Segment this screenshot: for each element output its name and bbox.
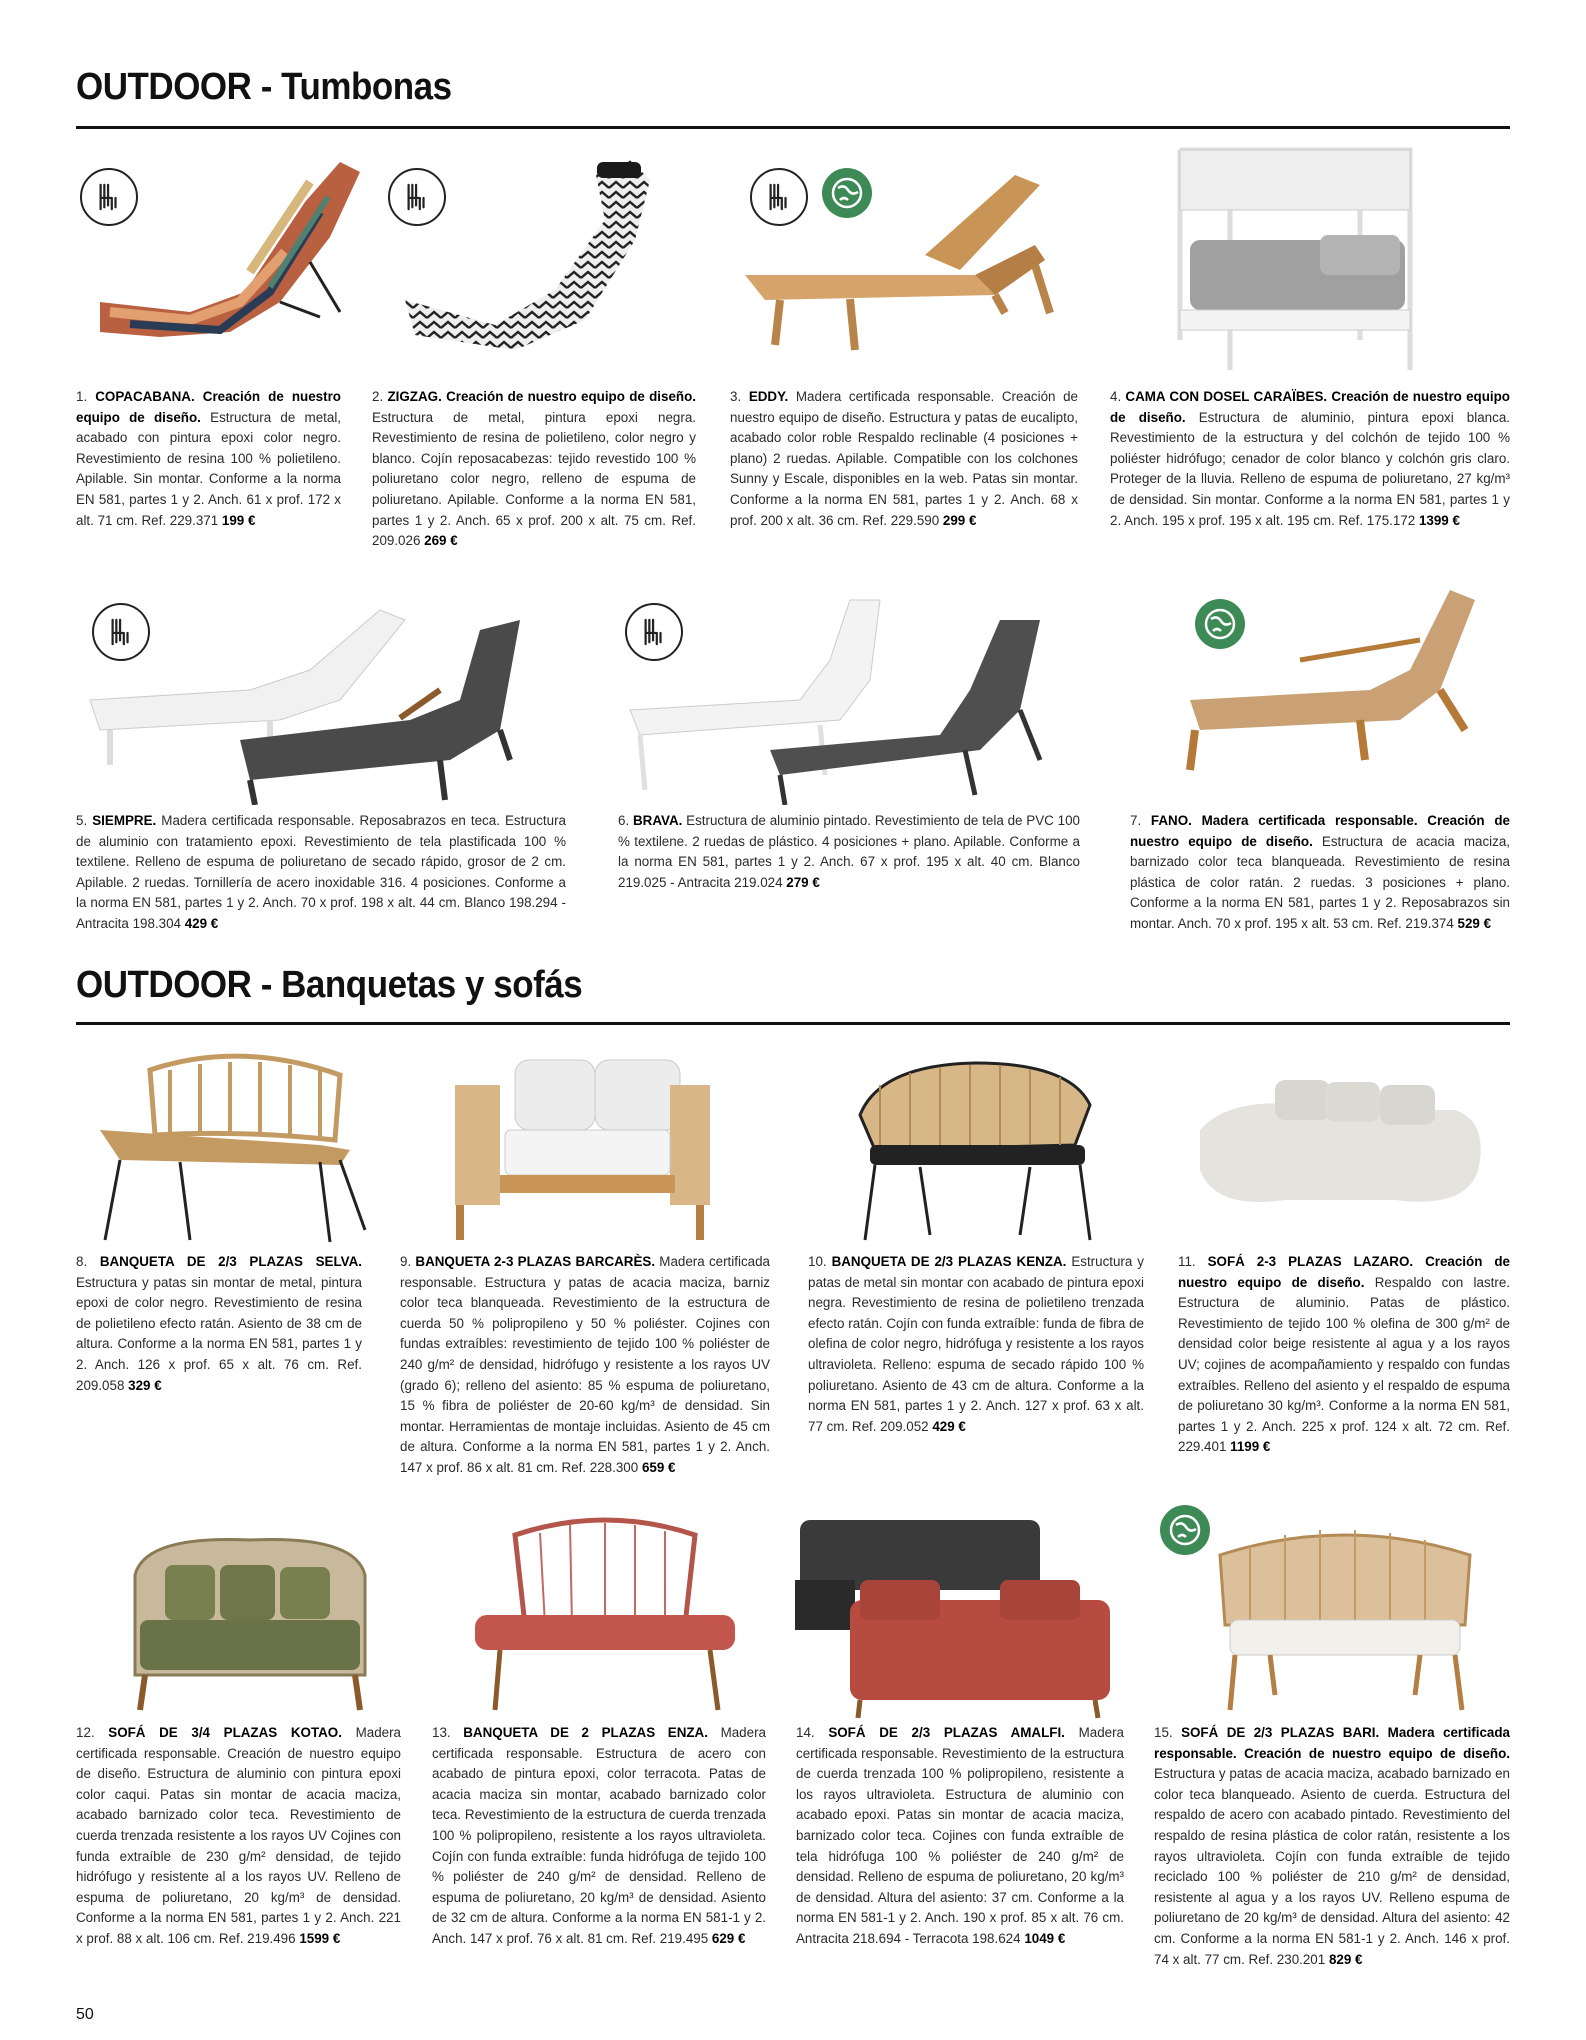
product-desc: 13. BANQUETA DE 2 PLAZAS ENZA. Madera certificada responsable. Estructura de acero con acabado de pintura epoxi, color terracota. Patas de acacia maciza sin montar, acabado barnizado color teca. Revestimiento de la estructura de cuerda trenzada 100 % polipropileno, resistente a los rayos ultravioleta. Cojín con funda extraíble: funda hidrófuga de tejido 100 % poliéster de 240 g/m² de densidad. Relleno de espuma de poliuretano, 20 kg/m³ de densidad. Asiento de 32 cm de altura. Conforme a la norma EN 581-1 y 2. Anch. 147 x prof. 76 x alt. 81 cm. Ref. 219.495 629 € bbox=[432, 1725, 766, 1946]
product-desc: 15. SOFÁ DE 2/3 PLAZAS BARI. Madera certificada responsable. Creación de nuestro equipo de diseño. Estructura y patas de acacia maciza, acabado barnizado en color teca blanqueado. Asiento de cuerda. Estructura del respaldo de acero con acabado pintado. Revestimiento del respaldo de resina plástica de color ratán, resistente a los rayos ultravioleta. Cojín con funda extraíble de tejido reciclado 100 % poliéster de 210 g/m² de densidad, resistente al agua y a los rayos UV. Relleno espuma de poliuretano de 20 kg/m³ de densidad. Altura del asiento: 42 cm. Conforme a la norma EN 581-1 y 2. Anch. 146 x prof. 74 x alt. 77 cm. Ref. 230.201 829 € bbox=[1154, 1725, 1510, 1967]
product-desc: 4. CAMA CON DOSEL CARAÏBES. Creación de nuestro equipo de diseño. Estructura de aluminio, pintura epoxi blanca. Revestimiento de la estructura y del colchón de tejido 100 % poliéster hidrófugo; cenador de color blanco y colchón gris claro. Proteger de la lluvia. Relleno de espuma de poliuretano, 27 kg/m³ de densidad. Sin montar. Conforme a la norma EN 581, partes 1 y 2. Anch. 195 x prof. 195 x alt. 195 cm. Ref. 175.172 1399 € bbox=[1110, 389, 1510, 528]
product-image-eddy bbox=[745, 165, 1065, 365]
product-image-copacabana bbox=[70, 142, 360, 342]
section-title-lounge: OUTDOOR - Tumbonas bbox=[76, 66, 452, 108]
section-title-sofas: OUTDOOR - Banquetas y sofás bbox=[76, 964, 583, 1006]
product-desc: 11. SOFÁ 2-3 PLAZAS LAZARO. Creación de nuestro equipo de diseño. Respaldo con lastre. Estructura de aluminio. Patas de plástico. Revestimiento de tejido 100 % olefina de 300 g/m² de densidad color beige resistente al agua y a los rayos UV; cojines de acompañamiento y respaldo con fundas extraíbles. Relleno del asiento y el respaldo de espuma de poliuretano 30 kg/m³. Conforme a la norma EN 581, partes 1 y 2. Anch. 225 x prof. 124 x alt. 72 cm. Ref. 229.401 1199 € bbox=[1178, 1254, 1511, 1455]
product-image-kenza bbox=[850, 1055, 1100, 1245]
product-image-lazaro bbox=[1195, 1070, 1485, 1220]
eco-globe-icon bbox=[1160, 1505, 1210, 1555]
product-desc: 8. BANQUETA DE 2/3 PLAZAS SELVA. Estructura y patas sin montar de metal, pintura epoxi de color negro. Revestimiento de resina de polietileno efecto ratán. Asiento de 38 cm de altura. Conforme a la norma EN 581, partes 1 y 2. Anch. 126 x prof. 65 x alt. 76 cm. Ref. 209.058 329 € bbox=[76, 1254, 362, 1393]
product-image-bari bbox=[1210, 1525, 1480, 1715]
product-desc: 14. SOFÁ DE 2/3 PLAZAS AMALFI. Madera certificada responsable. Revestimiento de la estructura de cuerda trenzada 100 % polipropileno, resistente a los rayos ultravioleta. Estructura de aluminio con acabado epoxi. Patas sin montar de acacia maciza, barnizado color teca. Cojines con funda extraíble de tela hidrófuga 100 % poliéster de 240 g/m² de densidad. Relleno de espuma de poliuretano, 20 kg/m³ de densidad. Altura del asiento: 37 cm. Conforme a la norma EN 581-1 y 2. Anch. 190 x prof. 85 x alt. 76 cm. Antracita 218.694 - Terracota 198.624 1049 € bbox=[796, 1725, 1124, 1946]
product-image-kotao bbox=[125, 1535, 375, 1715]
product-image-brava bbox=[620, 590, 1080, 805]
product-desc: 12. SOFÁ DE 3/4 PLAZAS KOTAO. Madera certificada responsable. Creación de nuestro equipo de diseño. Estructura de aluminio con pintura epoxi color caqui. Patas sin montar de acacia maciza, acabado barnizado color teca. Revestimiento de cuerda trenzada resistente a los rayos UV Cojines con funda extraíble de 230 g/m² densidad, de tejido hidrófugo y resistente al a los rayos UV. Relleno de espuma de poliuretano, 20 kg/m³ de densidad. Conforme a la norma EN 581, partes 1 y 2. Anch. 221 x prof. 88 x alt. 106 cm. Ref. 219.496 1599 € bbox=[76, 1725, 401, 1946]
product-image-selva bbox=[90, 1050, 380, 1250]
product-image-barcares bbox=[445, 1055, 715, 1245]
product-desc: 7. FANO. Madera certificada responsable. Creación de nuestro equipo de diseño. Estructura de acacia maciza, barnizado color teca blanqueada. Revestimiento de resina plástica de color ratán. 2 ruedas. 3 posiciones + plano. Conforme a la norma EN 581, partes 1 y 2. Reposabrazos sin montar. Anch. 70 x prof. 195 x alt. 53 cm. Ref. 219.374 529 € bbox=[1130, 813, 1510, 931]
product-image-fano bbox=[1180, 580, 1480, 780]
section-rule bbox=[76, 126, 1510, 129]
product-desc: 5. SIEMPRE. Madera certificada responsable. Reposabrazos en teca. Estructura de aluminio con tratamiento epoxi. Revestimiento de tela plastificada 100 % textilene. Relleno de espuma de poliuretano de secado rápido, grosor de 2 cm. Apilable. 2 ruedas. Tornillería de acero inoxidable 316. 4 posiciones. Conforme a la norma EN 581, partes 1 y 2. Anch. 70 x prof. 198 x alt. 44 cm. Blanco 198.294 - Antracita 198.304 429 € bbox=[76, 813, 566, 931]
page-number: 50 bbox=[76, 2006, 94, 2023]
section-rule bbox=[76, 1022, 1510, 1025]
product-desc: 6. BRAVA. Estructura de aluminio pintado. Revestimiento de tela de PVC 100 % textilene. 2 ruedas de plástico. 4 posiciones + plano. Apilable. Conforme a la norma EN 581, partes 1 y 2. Anch. 67 x prof. 195 x alt. 40 cm. Blanco 219.025 - Antracita 219.024 279 € bbox=[618, 813, 1080, 890]
product-image-enza bbox=[470, 1515, 740, 1715]
product-desc: 2. ZIGZAG. Creación de nuestro equipo de diseño. Estructura de metal, pintura epoxi negra. Revestimiento de resina de polietileno, color negro y blanco. Cojín reposacabezas: tejido revestido 100 % poliuretano color negro, relleno de espuma de poliuretano. Apilable. Conforme a la norma EN 581, partes 1 y 2. Anch. 65 x prof. 200 x alt. 75 cm. Ref. 209.026 269 € bbox=[372, 389, 696, 549]
product-desc: 9. BANQUETA 2-3 PLAZAS BARCARÈS. Madera certificada responsable. Estructura y patas de acacia maciza, barniz color teca blanqueada. Revestimiento de la estructura de cuerda 50 % polipropileno y 50 % poliéster. Cojines con fundas extraíbles: revestimiento de tejido 100 % poliéster de 240 g/m² de densidad, hidrófugo y resistente a los rayos UV (grado 6); relleno del asiento: 85 % espuma de poliuretano, 15 % fibra de poliéster de 20-60 kg/m³ de densidad. Sin montar. Herramientas de montaje incluidas. Asiento de 45 cm de altura. Conforme a la norma EN 581, partes 1 y 2. Anch. 147 x prof. 86 x alt. 81 cm. Ref. 228.300 659 € bbox=[400, 1254, 770, 1475]
product-image-caraibes bbox=[1170, 140, 1420, 370]
product-desc: 3. EDDY. Madera certificada responsable. Creación de nuestro equipo de diseño. Estructura y patas de eucalipto, acabado color roble Respaldo reclinable (4 posiciones + plano) 2 ruedas. Apilable. Compatible con los colchones Sunny y Escale, disponibles en la web. Patas sin montar. Conforme a la norma EN 581, partes 1 y 2. Anch. 68 x prof. 200 x alt. 36 cm. Ref. 229.590 299 € bbox=[730, 389, 1078, 528]
product-image-zigzag bbox=[385, 150, 695, 350]
product-image-amalfi bbox=[790, 1510, 1120, 1720]
product-image-siempre bbox=[80, 590, 560, 805]
product-desc: 10. BANQUETA DE 2/3 PLAZAS KENZA. Estructura y patas de metal sin montar con acabado de pintura epoxi negra. Revestimiento de resina de polietileno trenzada efecto ratán. Cojín con funda extraíble: funda de fibra de olefina de color negro, hidrófuga y resistente a los rayos ultravioleta. Relleno: espuma de secado rápido 100 % poliuretano. Asiento de 43 cm de altura. Conforme a la norma EN 581, partes 1 y 2. Anch. 127 x prof. 63 x alt. 77 cm. Ref. 209.052 429 € bbox=[808, 1254, 1144, 1434]
product-desc: 1. COPACABANA. Creación de nuestro equipo de diseño. Estructura de metal, acabado con pintura epoxi color negro. Revestimiento de resina 100 % polietileno. Apilable. Sin montar. Conforme a la norma EN 581, partes 1 y 2. Anch. 61 x prof. 172 x alt. 71 cm. Ref. 229.371 199 € bbox=[76, 389, 342, 528]
